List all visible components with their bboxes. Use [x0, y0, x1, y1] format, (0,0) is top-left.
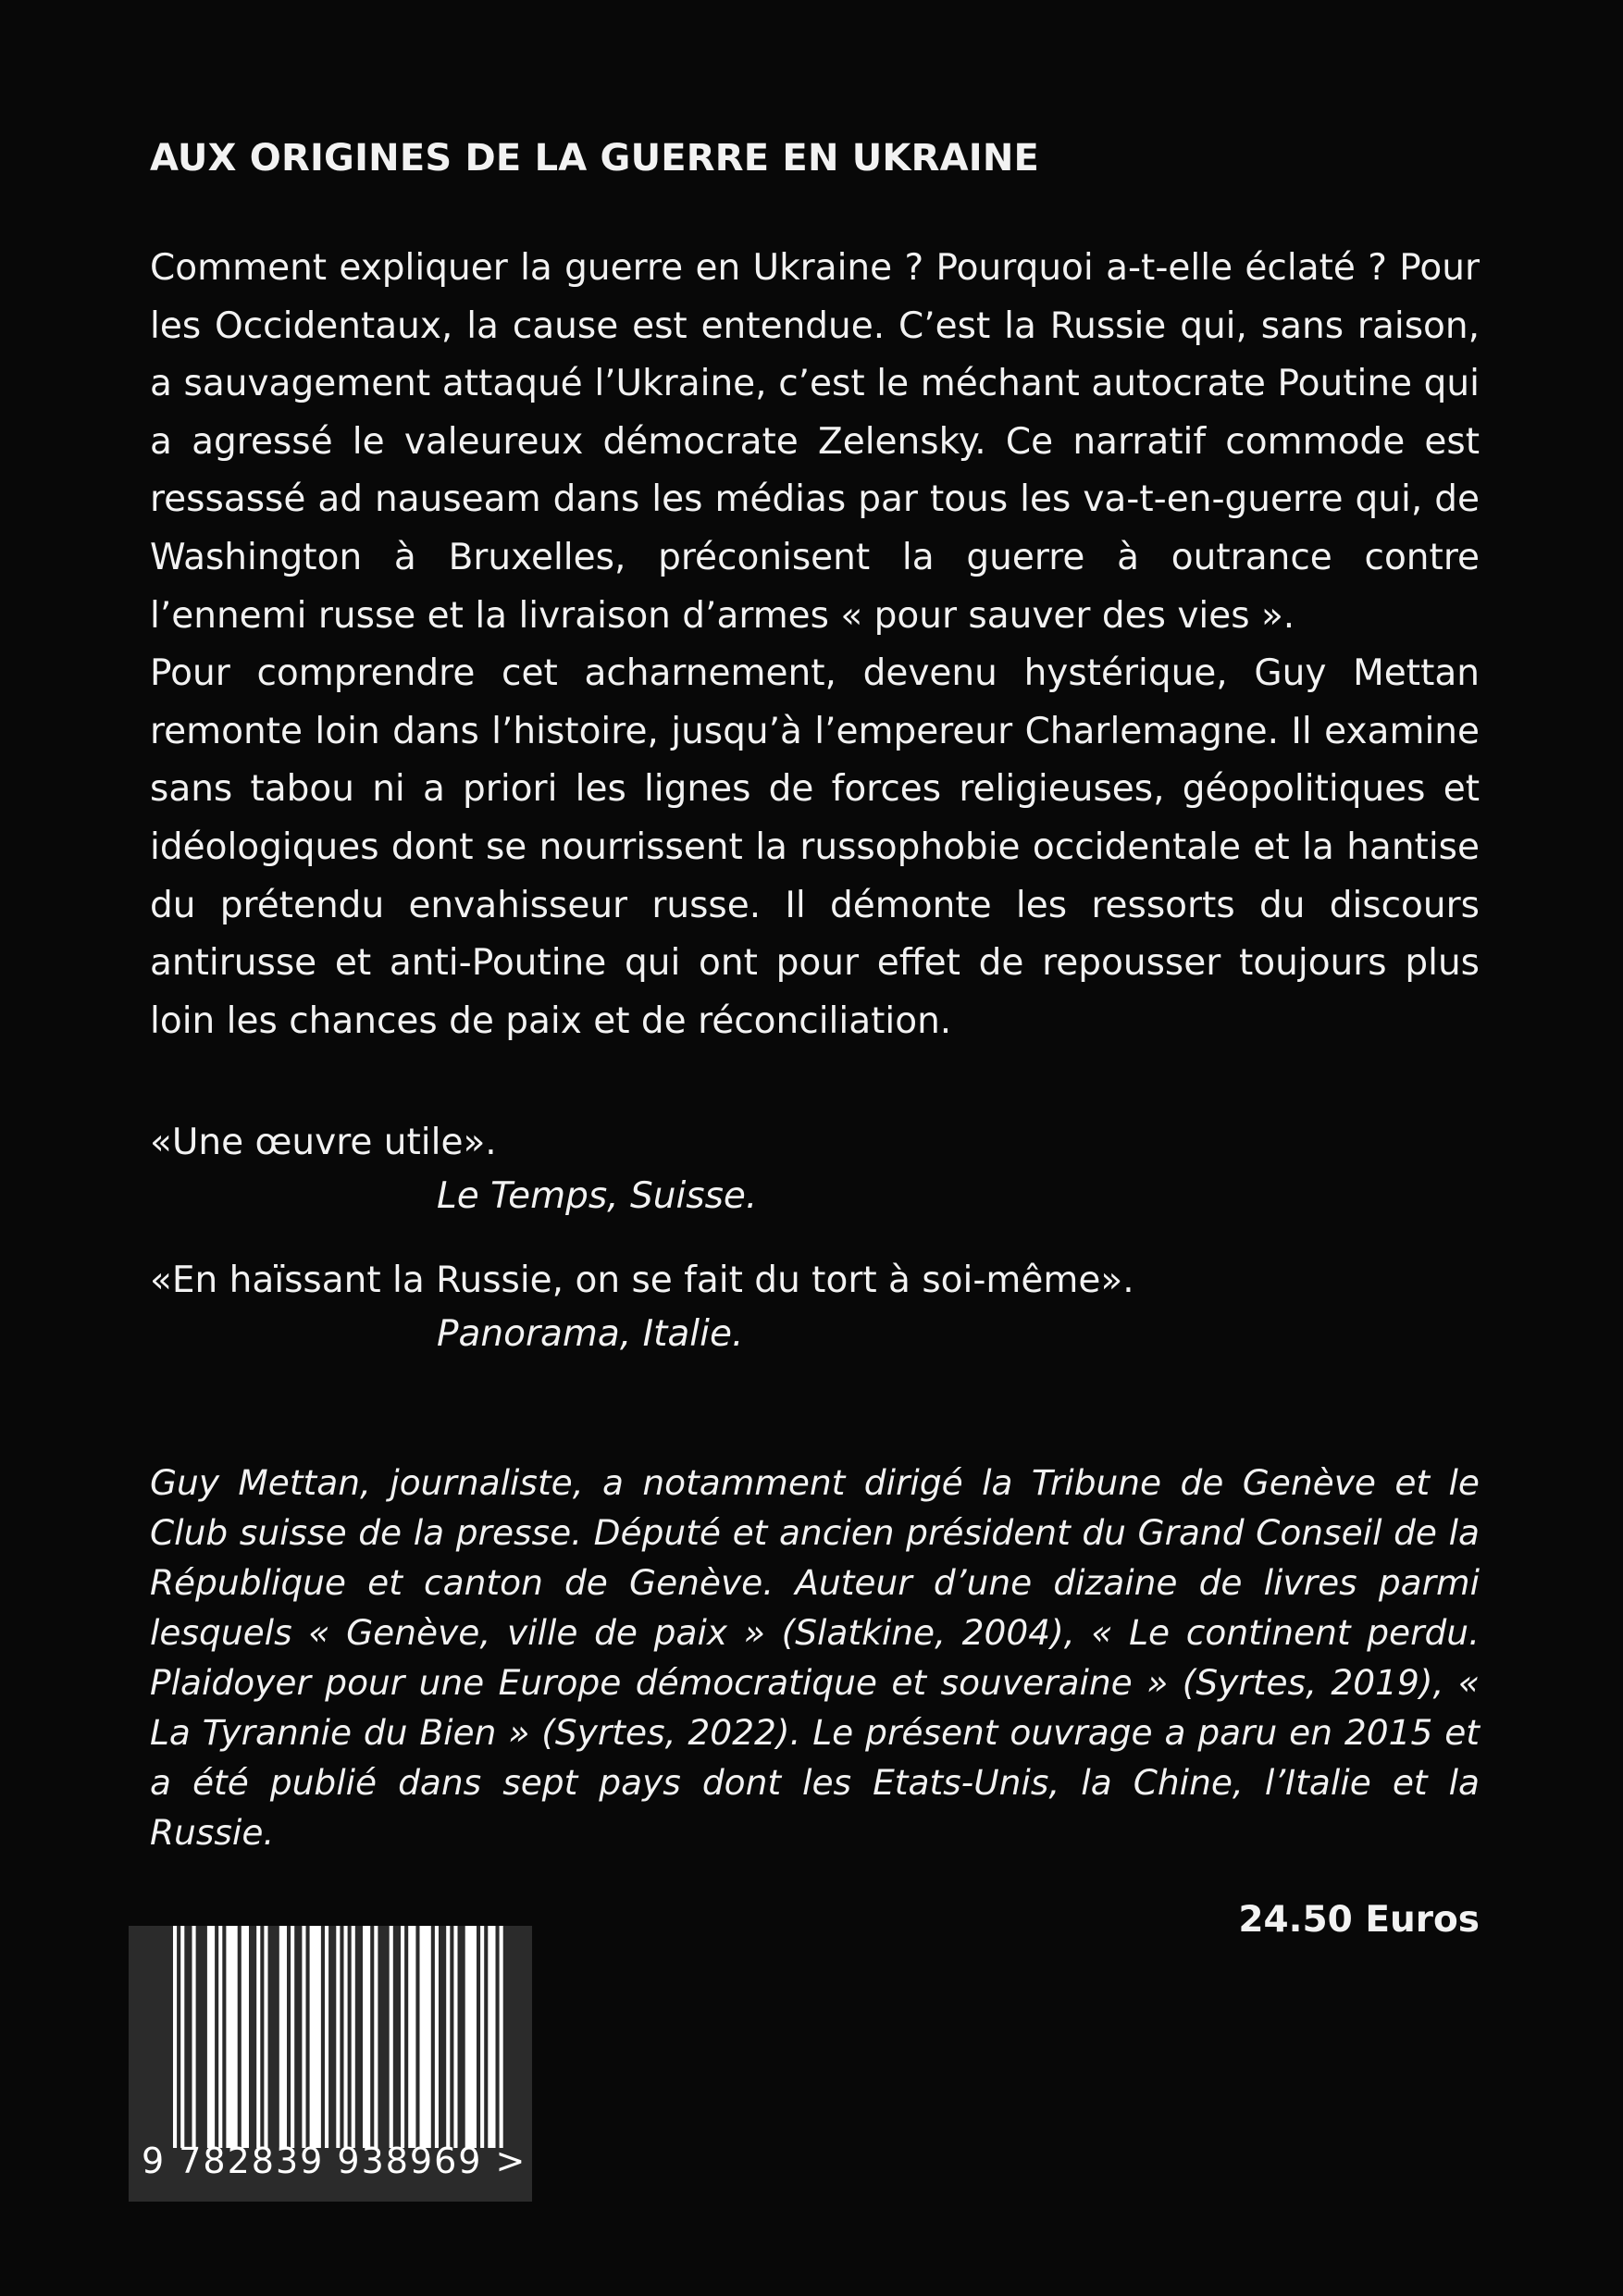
barcode-bar [401, 1926, 404, 2148]
barcode-bar [344, 1926, 348, 2148]
barcode-bar [192, 1926, 196, 2148]
barcode-bar [480, 1926, 484, 2148]
barcode-bars [129, 1926, 532, 2148]
barcode-bar [310, 1926, 321, 2148]
summary-paragraph-1: Comment expliquer la guerre en Ukraine ? Pourquoi a-t-elle éclaté ? Pour les Occidentaux, la cause est entendue. C’est la Russie qui, sans raison, a sauvagement attaqué l’Ukraine, c’est le méchant autocrate Poutine qui a agressé le valeureux démocrate Zelensky. Ce narratif commode est ressassé ad nauseam dans les médias par tous les va-t-en-guerre qui, de Washington à Bruxelles, préconisent la guerre à outrance contre l’ennemi russe et la livraison d’armes « pour sauver des vies ». [150, 247, 1480, 637]
barcode-bar [180, 1926, 184, 2148]
barcode-bar [207, 1926, 215, 2148]
barcode-bar [435, 1926, 439, 2148]
barcode-bar [226, 1926, 237, 2148]
barcode-bar [279, 1926, 287, 2148]
barcode-bar [302, 1926, 305, 2148]
barcode-bar [291, 1926, 294, 2148]
price-label: 24.50 Euros [1238, 1899, 1480, 1941]
barcode-bar [336, 1926, 340, 2148]
back-cover-title: AUX ORIGINES DE LA GUERRE EN UKRAINE [150, 137, 1040, 180]
barcode-bar [352, 1926, 355, 2148]
isbn-number: 9 782839 938969 > [142, 2141, 527, 2181]
barcode-bar [465, 1926, 477, 2148]
barcode-bar [488, 1926, 495, 2148]
barcode-bar [363, 1926, 370, 2148]
summary-paragraph-2: Pour comprendre cet acharnement, devenu hystérique, Guy Mettan remonte loin dans l’histoire, jusqu’à l’empereur Charlemagne. Il examine sans tabou ni a priori les lignes de forces religieuses, géopolitiques et idéologiques dont se nourrissent la russophobie occidentale et la hantise du prétendu envahisseur russe. Il démonte les ressorts du discours antirusse et anti-Poutine qui ont pour effet de repousser toujours plus loin les chances de paix et de réconciliation. [150, 652, 1480, 1042]
press-quote-text: «Une œuvre utile». [150, 1122, 497, 1163]
barcode-bar [408, 1926, 415, 2148]
summary-text [150, 240, 1480, 1050]
author-bio: Guy Mettan, journaliste, a notamment dirigé la Tribune de Genève et le Club suisse de la presse. Député et ancien président du Grand Conseil de la République et canton de Genève. Auteur d’une dizaine de livres parmi lesquels « Genève, ville de paix » (Slatkine, 2004), « Le continent perdu. Plaidoyer pour une Europe démocratique et souveraine » (Syrtes, 2019), « La Tyrannie du Bien » (Syrtes, 2022). Le présent ouvrage a paru en 2015 et a été publié dans sept pays dont les Etats-Unis, la Chine, l’Italie et la Russie. [150, 1462, 1480, 1853]
press-quote-text: «En haïssant la Russie, on se fait du tort à soi-même». [150, 1260, 1134, 1301]
barcode-bar [390, 1926, 393, 2148]
barcode-bar [500, 1926, 503, 2148]
press-quote-source: Panorama, Italie. [437, 1313, 744, 1355]
press-quote-2 [150, 1254, 1445, 1361]
press-quote-source: Le Temps, Suisse. [437, 1175, 758, 1217]
barcode-bar [218, 1926, 222, 2148]
barcode-bar [173, 1926, 177, 2148]
barcode-bar [446, 1926, 450, 2148]
barcode-bar [374, 1926, 378, 2148]
barcode-bar [242, 1926, 249, 2148]
barcode-bar [264, 1926, 267, 2148]
barcode-bar [325, 1926, 328, 2148]
barcode-bar [420, 1926, 431, 2148]
barcode-bar [453, 1926, 457, 2148]
press-quote-1 [150, 1116, 1445, 1223]
barcode-bar [256, 1926, 260, 2148]
isbn-barcode [129, 1926, 532, 2202]
